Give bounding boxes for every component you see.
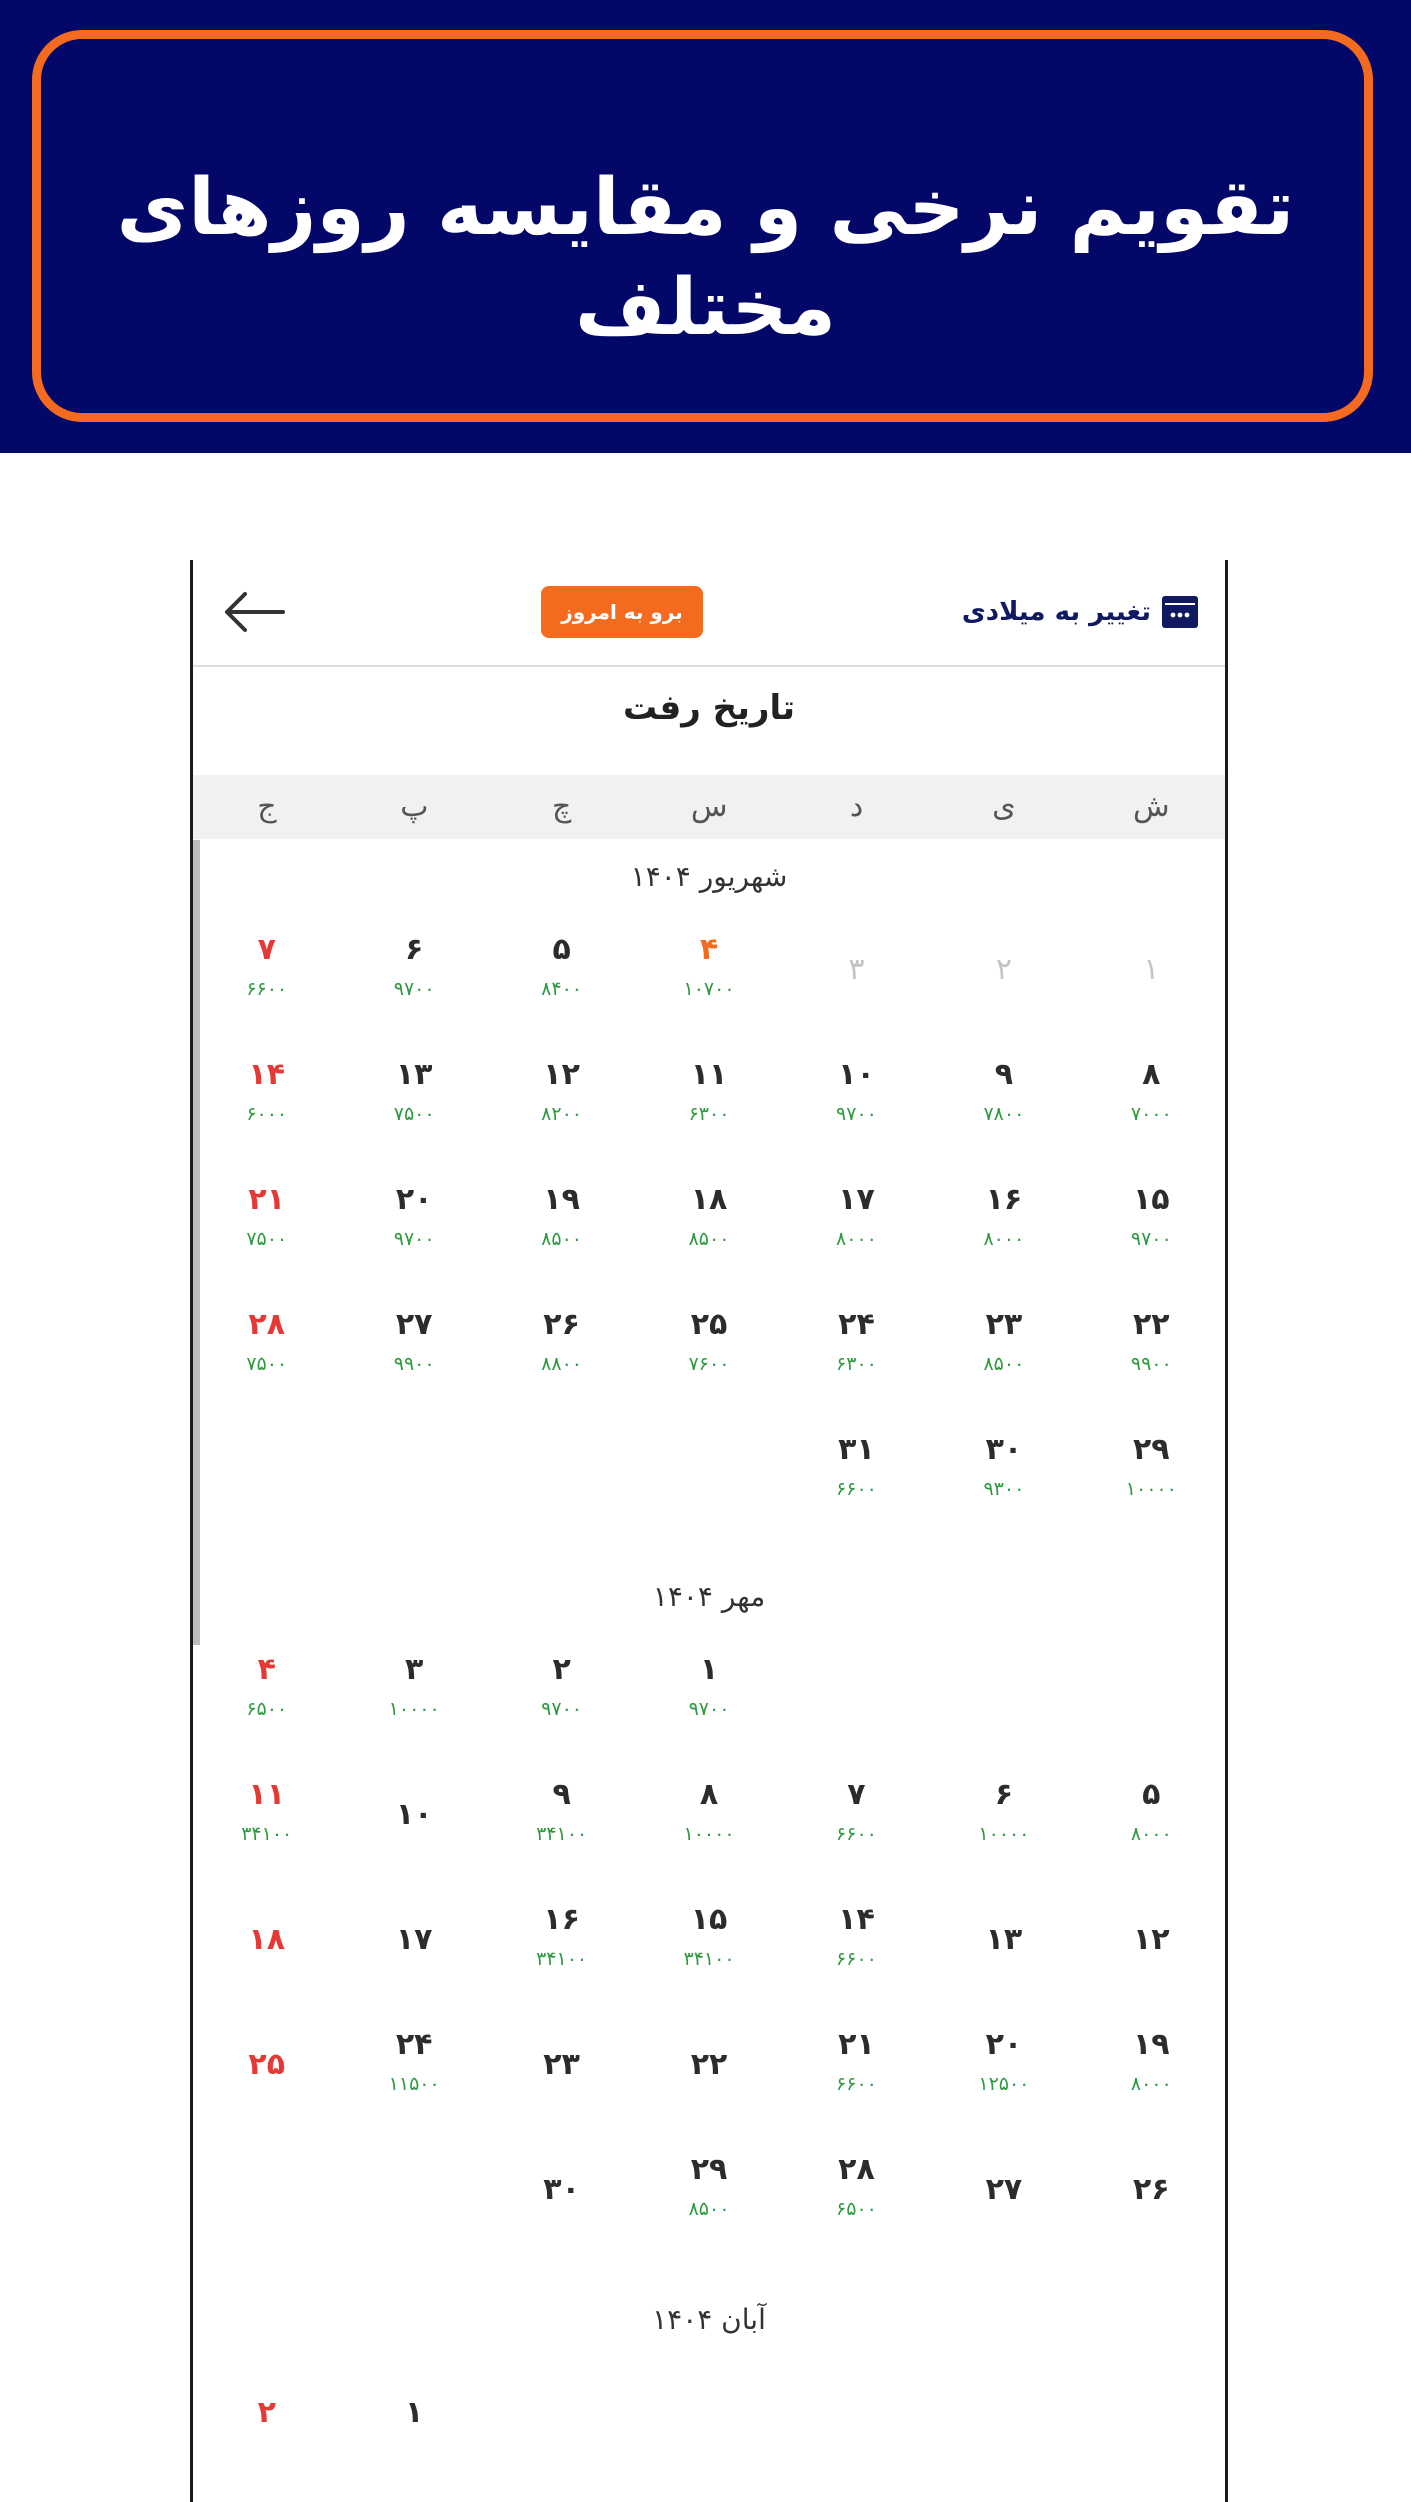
day-price: ۶۶۰۰ [836,1948,877,1970]
day-cell[interactable] [930,1428,1077,1518]
day-number: ۱۹ [543,1182,580,1217]
day-number: ۲۲ [690,2047,728,2082]
day-number: ۱۱ [248,1777,286,1812]
day-number: ۳ [405,1652,424,1687]
day-number: ۱۱ [690,1057,728,1092]
day-cell[interactable] [341,1898,488,1988]
day-number: ۱۴ [838,1902,875,1937]
day-cell[interactable] [1078,2148,1225,2238]
day-cell[interactable] [341,928,488,1018]
day-cell[interactable] [930,1898,1077,1988]
day-cell[interactable] [193,1178,340,1268]
day-cell[interactable] [636,1178,783,1268]
day-number: ۱ [1143,952,1160,987]
day-cell[interactable] [783,1773,930,1863]
day-price: ۹۷۰۰ [393,978,435,1000]
day-price: ۱۲۵۰۰ [978,2073,1030,2095]
day-cell[interactable] [1078,2023,1225,2113]
day-number: ۲۶ [1133,2172,1170,2207]
day-price: ۹۷۰۰ [393,1228,435,1250]
day-number: ۱۹ [1133,2027,1170,2062]
day-number: ۱۵ [1133,1182,1170,1217]
day-cell[interactable] [193,928,340,1018]
day-cell[interactable] [193,1648,340,1738]
day-price: ۳۴۱۰۰ [683,1948,735,1970]
day-number: ۱۶ [543,1902,580,1937]
day-price: ۶۶۰۰ [836,1823,877,1845]
day-cell[interactable] [341,1053,488,1143]
day-cell[interactable] [636,1053,783,1143]
day-price: ۸۵۰۰ [541,1228,582,1250]
day-price: ۹۷۰۰ [1130,1228,1172,1250]
day-cell[interactable] [1078,1428,1225,1518]
day-cell[interactable] [488,1773,635,1863]
weekday-label: ج [257,789,277,824]
day-price: ۶۵۰۰ [836,2198,877,2220]
day-number: ۲۰ [985,2027,1023,2062]
weekday-label: ش [1132,789,1170,824]
day-price: ۱۰۰۰۰ [388,1698,440,1720]
day-cell[interactable] [636,1773,783,1863]
day-cell[interactable] [488,2023,635,2113]
day-number: ۲۳ [985,1307,1023,1342]
day-number: ۲۴ [838,1307,875,1342]
day-number: ۳۰ [543,2172,580,2207]
day-number: ۲۱ [838,2027,875,2062]
day-number: ۲۹ [690,2152,728,2187]
day-cell[interactable] [930,2023,1077,2113]
day-cell[interactable] [488,928,635,1018]
day-price: ۸۰۰۰ [983,1228,1025,1250]
day-number: ۶ [405,932,424,967]
month-title: آبان ۱۴۰۴ [652,2303,766,2336]
day-number: ۱۵ [690,1902,728,1937]
app-screen [190,560,1228,2502]
day-number: ۵ [552,932,571,967]
day-cell[interactable] [636,2148,783,2238]
day-price: ۷۰۰۰ [1130,1103,1172,1125]
day-number: ۱ [405,2395,424,2430]
day-price: ۶۶۰۰ [836,1478,877,1500]
day-number: ۲۶ [543,1307,580,1342]
day-cell[interactable] [193,1053,340,1143]
day-cell [930,928,1077,1018]
day-cell[interactable] [341,1303,488,1393]
day-number: ۲۷ [985,2172,1023,2207]
day-cell[interactable] [488,1303,635,1393]
day-price: ۶۵۰۰ [246,1698,288,1720]
day-number: ۱۷ [838,1182,875,1217]
back-button[interactable] [221,590,285,634]
weekday-label: د [849,789,864,824]
day-number: ۲۷ [395,1307,433,1342]
day-cell[interactable] [783,1303,930,1393]
day-cell[interactable] [193,1303,340,1393]
day-cell[interactable] [636,1303,783,1393]
day-number: ۱۴ [248,1057,286,1092]
day-cell[interactable] [636,1648,783,1738]
day-price: ۸۰۰۰ [1130,2073,1172,2095]
day-cell [1078,928,1225,1018]
day-number: ۲ [257,2395,276,2430]
day-cell[interactable] [783,1898,930,1988]
day-number: ۲۴ [395,2027,433,2062]
day-price: ۶۶۰۰ [836,2073,877,2095]
weekday-label: س [690,789,728,824]
day-number: ۳۰ [985,1432,1023,1467]
day-price: ۹۷۰۰ [836,1103,877,1125]
day-number: ۱۷ [395,1922,433,1957]
day-number: ۱ [699,1652,719,1687]
day-number: ۲ [552,1652,571,1687]
day-number: ۱۰ [395,1797,433,1832]
day-number: ۲ [995,952,1012,987]
day-price: ۱۰۰۰۰ [1125,1478,1177,1500]
day-cell[interactable] [930,1303,1077,1393]
day-price: ۶۳۰۰ [836,1353,877,1375]
day-number: ۲۱ [248,1182,286,1217]
day-price: ۸۵۰۰ [688,1228,730,1250]
day-cell[interactable] [930,1773,1077,1863]
day-number: ۱۰ [838,1057,875,1092]
day-price: ۸۲۰۰ [541,1103,582,1125]
day-price: ۸۵۰۰ [688,2198,730,2220]
day-number: ۲۳ [543,2047,580,2082]
day-price: ۱۱۵۰۰ [388,2073,440,2095]
weekday-header [193,775,1225,839]
day-number: ۱۸ [690,1182,728,1217]
day-price: ۷۵۰۰ [393,1103,435,1125]
day-price: ۹۷۰۰ [688,1698,730,1720]
day-price: ۷۵۰۰ [246,1228,288,1250]
calendar-icon [1161,595,1199,629]
day-cell[interactable] [193,1773,340,1863]
day-cell[interactable] [193,2023,340,2113]
day-cell [783,928,930,1018]
arrow-left-icon [221,590,285,634]
day-cell[interactable] [783,1053,930,1143]
day-cell[interactable] [488,2148,635,2238]
day-cell[interactable] [636,928,783,1018]
day-number: ۳ [848,952,865,987]
day-number: ۷ [847,1777,866,1812]
day-number: ۶ [994,1777,1014,1812]
day-cell[interactable] [1078,1898,1225,1988]
day-price: ۷۶۰۰ [688,1353,730,1375]
day-price: ۱۰۷۰۰ [683,978,735,1000]
day-cell[interactable] [488,1898,635,1988]
day-number: ۲۹ [1133,1432,1170,1467]
day-cell[interactable] [1078,1178,1225,1268]
day-price: ۷۸۰۰ [983,1103,1025,1125]
day-cell[interactable] [193,2371,340,2461]
weekday-label: ی [992,789,1016,824]
day-price: ۶۳۰۰ [688,1103,730,1125]
month-title: شهریور ۱۴۰۴ [630,860,788,893]
day-price: ۳۴۱۰۰ [536,1948,588,1970]
day-number: ۱۲ [543,1057,580,1092]
day-price: ۸۰۰۰ [1130,1823,1172,1845]
day-cell[interactable] [341,1648,488,1738]
day-cell[interactable] [341,1178,488,1268]
day-cell[interactable] [488,1053,635,1143]
top-bar [193,560,1225,667]
day-price: ۸۸۰۰ [541,1353,582,1375]
day-price: ۳۴۱۰۰ [241,1823,293,1845]
day-price: ۸۵۰۰ [983,1353,1025,1375]
day-number: ۴ [257,1652,276,1687]
day-number: ۲۰ [395,1182,433,1217]
day-price: ۱۰۰۰۰ [683,1823,735,1845]
day-number: ۲۵ [690,1307,728,1342]
day-number: ۱۳ [395,1057,433,1092]
day-cell[interactable] [930,1053,1077,1143]
switch-to-gregorian-button[interactable] [962,590,1199,634]
day-number: ۳۱ [838,1432,875,1467]
day-number: ۷ [257,932,276,967]
day-cell[interactable] [1078,1303,1225,1393]
go-to-today-button[interactable]: برو به امروز [541,586,703,638]
day-price: ۸۰۰۰ [836,1228,877,1250]
day-cell[interactable] [488,1648,635,1738]
day-cell[interactable] [341,2371,488,2461]
day-number: ۲۸ [838,2152,875,2187]
day-number: ۱۸ [248,1922,286,1957]
day-price: ۹۹۰۰ [393,1353,435,1375]
day-cell[interactable] [930,1178,1077,1268]
day-number: ۲۲ [1133,1307,1170,1342]
weekday-label: پ [400,789,429,824]
day-price: ۶۰۰۰ [246,1103,288,1125]
day-number: ۹ [994,1057,1014,1092]
day-cell[interactable] [930,2148,1077,2238]
day-price: ۹۹۰۰ [1130,1353,1172,1375]
day-price: ۷۵۰۰ [246,1353,288,1375]
day-cell[interactable] [783,1178,930,1268]
day-number: ۱۶ [985,1182,1023,1217]
day-number: ۸ [1142,1057,1161,1092]
day-number: ۸ [699,1777,719,1812]
page-title: تاریخ رفت [622,688,796,728]
day-cell[interactable] [488,1178,635,1268]
day-cell[interactable] [1078,1053,1225,1143]
day-cell[interactable] [193,1898,340,1988]
month-title: مهر ۱۴۰۴ [652,1580,766,1613]
day-number: ۲۸ [248,1307,286,1342]
day-cell[interactable] [341,1773,488,1863]
day-cell[interactable] [783,1428,930,1518]
day-number: ۹ [552,1777,571,1812]
day-price: ۳۴۱۰۰ [536,1823,588,1845]
day-price: ۹۷۰۰ [541,1698,582,1720]
day-number: ۵ [1142,1777,1161,1812]
switch-to-gregorian-label: تغییر به میلادی [961,597,1151,627]
weekday-label: چ [552,789,572,824]
day-number: ۲۵ [248,2047,286,2082]
banner-title: تقویم نرخی و مقایسه روزهای مختلف [116,163,1295,353]
day-cell[interactable] [341,2023,488,2113]
day-cell[interactable] [636,1898,783,1988]
day-cell[interactable] [783,2148,930,2238]
day-price: ۱۰۰۰۰ [978,1823,1030,1845]
day-number: ۱۲ [1133,1922,1170,1957]
day-price: ۶۶۰۰ [246,978,288,1000]
day-number: ۱۳ [985,1922,1023,1957]
day-price: ۹۳۰۰ [983,1478,1025,1500]
day-cell[interactable] [1078,1773,1225,1863]
day-cell[interactable] [636,2023,783,2113]
day-price: ۸۴۰۰ [541,978,582,1000]
day-number: ۴ [699,932,719,967]
day-cell[interactable] [783,2023,930,2113]
promo-banner [0,0,1411,453]
